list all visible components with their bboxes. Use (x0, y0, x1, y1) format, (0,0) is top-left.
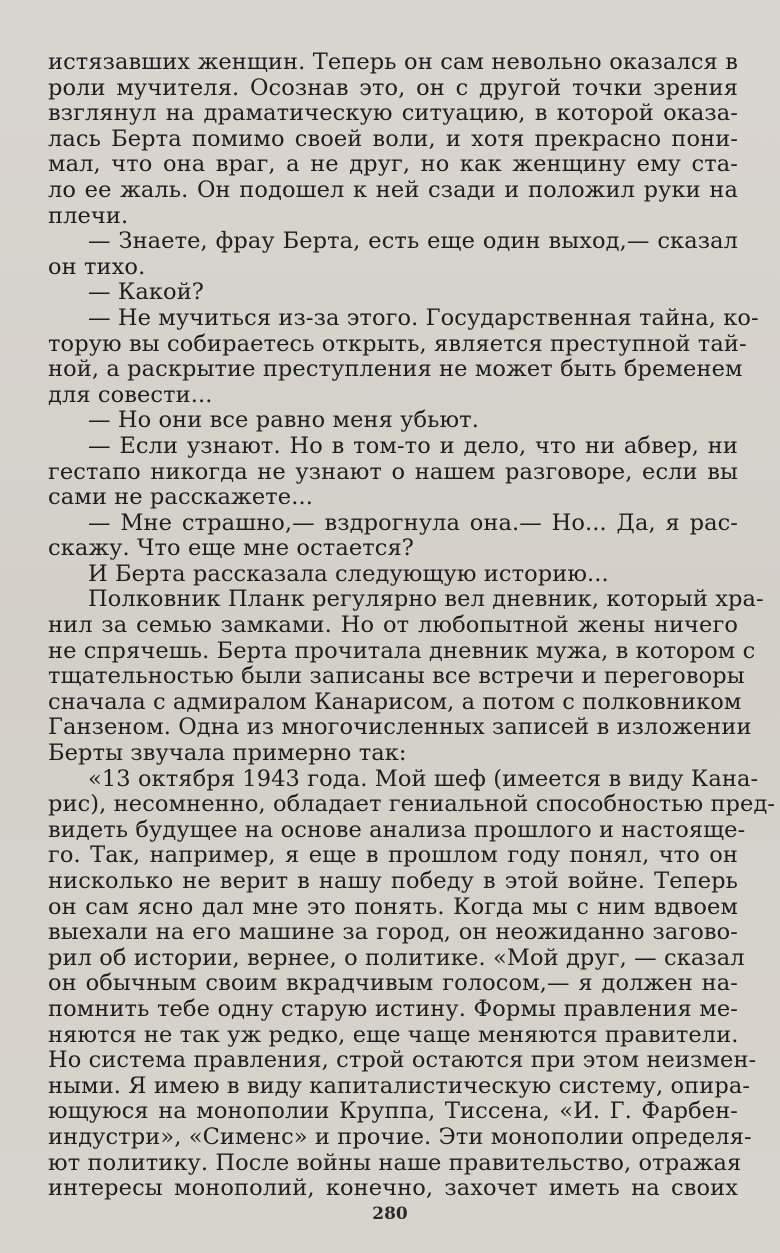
text-line: — Не мучиться из-за этого. Государственная тайна, ко- (88, 304, 759, 331)
text-line: он обычным своим вкрадчивым голосом,— я должен на- (48, 970, 738, 997)
text-line: он сам ясно дал мне это понять. Когда мы с ним вдвоем (48, 893, 738, 920)
text-line: нил за семью замками. Но от любопытной жены ничего (48, 612, 738, 639)
text-line: — Знаете, фрау Берта, есть еще один выход,— сказал (88, 228, 738, 255)
text-line: выехали на его машине за город, он неожиданно загово- (48, 919, 738, 946)
text-line: И Берта рассказала следующую историю... (88, 560, 609, 587)
text-line: мал, что она враг, а не друг, но как женщину ему ста- (48, 151, 738, 178)
text-line: няются не так уж редко, еще чаще меняются правители. (48, 1021, 739, 1048)
body-text (48, 49, 776, 1202)
text-line: го. Так, например, я еще в прошлом году понял, что он (48, 842, 738, 869)
text-line: индустри», «Сименс» и прочие. Эти монополии определя- (48, 1123, 752, 1150)
text-line: ными. Я имею в виду капиталистическую систему, опира- (48, 1072, 751, 1099)
text-line: сами не расскажете... (48, 484, 313, 511)
text-line: торую вы собираетесь открыть, является преступной тай- (48, 330, 747, 357)
text-line: — Какой? (88, 279, 204, 306)
page-number: 280 (372, 1204, 408, 1224)
text-line: — Но они все равно меня убьют. (88, 407, 479, 434)
text-line: Но система правления, строй остаются при этом неизмен- (48, 1047, 757, 1074)
text-line: помнить тебе одну старую истину. Формы правления ме- (48, 995, 738, 1022)
text-line: «13 октября 1943 года. Мой шеф (имеется в виду Кана- (88, 765, 759, 792)
text-line: истязавших женщин. Теперь он сам невольно оказался в (48, 49, 738, 75)
text-line: гестапо никогда не узнают о нашем разговоре, если вы (48, 458, 738, 485)
text-line: видеть будущее на основе анализа прошлого и настояще- (48, 816, 746, 843)
text-line: интересы монополий, конечно, захочет иметь на своих (48, 1175, 738, 1202)
text-line: ной, а раскрытие преступления не может быть бременем (48, 356, 743, 383)
text-line: — Если узнают. Но в том-то и дело, что ни абвер, ни (88, 432, 738, 459)
text-line: роли мучителя. Осознав это, он с другой точки зрения (48, 74, 738, 101)
text-line: ют политику. После войны наше правительство, отражая (48, 1149, 742, 1176)
text-line: не спрячешь. Берта прочитала дневник мужа, в котором с (48, 637, 756, 664)
text-line: сначала с адмиралом Канарисом, а потом с полковником (48, 688, 742, 715)
text-line: нисколько не верит в нашу победу в этой войне. Теперь (48, 868, 738, 894)
text-line: Ганзеном. Одна из многочисленных записей в изложении (48, 714, 752, 741)
text-line: тщательностью были записаны все встречи и переговоры (48, 663, 745, 690)
text-line: — Мне страшно,— вздрогнула она.— Но... Да, я рас- (88, 509, 738, 536)
text-line: ло ее жаль. Он подошел к ней сзади и положил руки на (48, 176, 738, 203)
text-line: рис), несомненно, обладает гениальной способностью пред- (48, 791, 776, 818)
text-line: для совести... (48, 381, 213, 408)
text-line: скажу. Что еще мне остается? (48, 535, 414, 562)
text-line: ющуюся на монополии Круппа, Тиссена, «И. Г. Фарбен- (48, 1098, 738, 1125)
text-line: Полковник Планк регулярно вел дневник, который хра- (88, 586, 764, 613)
text-line: рил об истории, вернее, о политике. «Мой друг, — сказал (48, 944, 745, 971)
text-line: плечи. (48, 202, 129, 229)
text-line: лась Берта помимо своей воли, и хотя прекрасно пони- (48, 125, 738, 152)
text-line: взглянул на драматическую ситуацию, в которой оказа- (48, 100, 738, 127)
text-line: Берты звучала примерно так: (48, 740, 407, 767)
text-line: он тихо. (48, 253, 146, 280)
